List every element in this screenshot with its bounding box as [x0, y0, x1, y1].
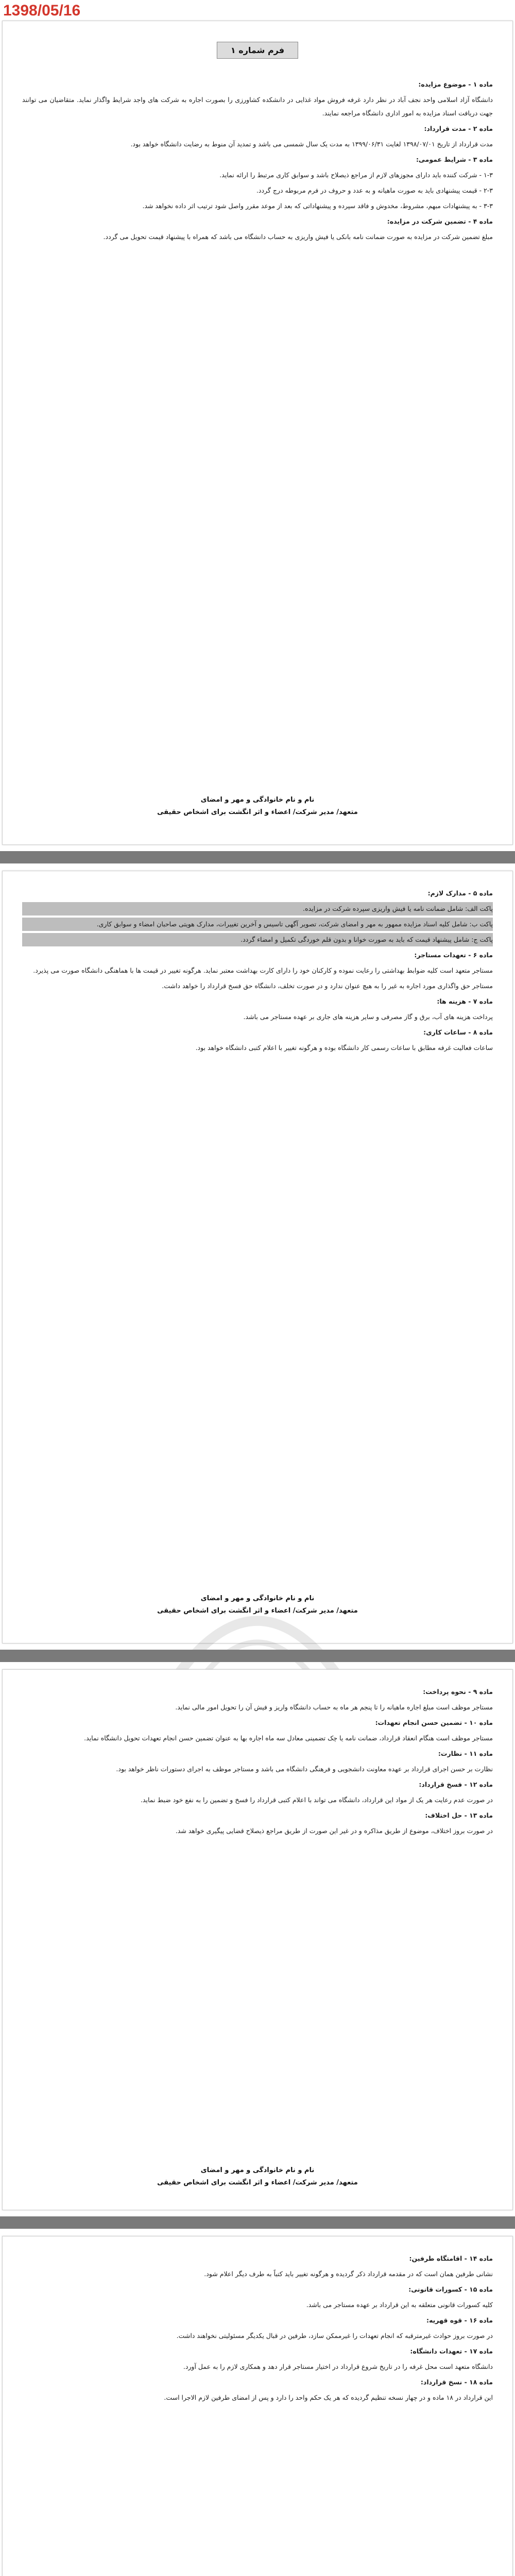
article-heading: ماده ۹ - نحوه پرداخت:: [423, 1688, 493, 1696]
signature-block: [3, 2164, 512, 2189]
page-3-body: [22, 1685, 493, 1840]
article-text: دانشگاه متعهد است محل غرفه را در تاریخ شروع قرارداد در اختیار مستاجر قرار دهد و همکاری لازم را به عمل آورد.: [183, 2363, 493, 2370]
article-text: در صورت عدم رعایت هر یک از مواد این قرارداد، دانشگاه می تواند با اعلام کتبی قرارداد را فسخ و تضمین را به نفع خود ضبط نماید.: [140, 1796, 493, 1804]
document-date-stamp: 1398/05/16: [3, 2, 81, 19]
highlighted-text: پاکت ب: شامل کلیه اسناد مزایده ممهور به مهر و امضای شرکت، تصویر آگهی تاسیس و آخرین تغییرات، مدارک هویتی صاحبان امضاء و سوابق کاری.: [22, 918, 493, 931]
article-heading: ماده ۱۴ - اقامتگاه طرفین:: [409, 2255, 493, 2262]
article-text: نشانی طرفین همان است که در مقدمه قرارداد ذکر گردیده و هرگونه تغییر باید کتباً به طرف دیگر اعلام شود.: [204, 2270, 493, 2278]
document-page-3: [2, 1669, 513, 2210]
article-heading: ماده ۱۷ - تعهدات دانشگاه:: [410, 2347, 493, 2355]
article-text: مبلغ تضمین شرکت در مزایده به صورت ضمانت نامه بانکی یا فیش واریزی به حساب دانشگاه می باشد که همراه با پیشنهاد قیمت تحویل می گردد.: [103, 233, 493, 241]
article-text: کلیه کسورات قانونی متعلقه به این قرارداد بر عهده مستاجر می باشد.: [306, 2301, 493, 2309]
article-text: مدت قرارداد از تاریخ ۱۳۹۸/۰۷/۰۱ لغایت ۱۳۹۹/۰۶/۳۱ به مدت یک سال شمسی می باشد و تمدید آن منوط به رضایت دانشگاه خواهد بود.: [130, 140, 493, 148]
article-heading: ماده ۱۵ - کسورات قانونی:: [408, 2285, 493, 2293]
document-page-1: [2, 21, 513, 845]
article-text: پرداخت هزینه های آب، برق و گاز مصرفی و سایر هزینه های جاری بر عهده مستاجر می باشد.: [243, 1013, 493, 1021]
article-text: این قرارداد در ۱۸ ماده و در چهار نسخه تنظیم گردیده که هر یک حکم واحد را دارد و پس از امضای طرفین لازم الاجرا است.: [164, 2394, 493, 2401]
page-divider: [0, 1650, 515, 1662]
article-heading: ماده ۱۶ - قوه قهریه:: [426, 2316, 493, 2324]
signature-block: [3, 794, 512, 819]
signature-line: متعهد/ مدیر شرکت/ اعضاء و اثر انگشت برای اشخاص حقیقی: [157, 1607, 358, 1615]
article-heading: ماده ۱۳ - حل اختلاف:: [425, 1811, 493, 1819]
document-page-4: [2, 2236, 513, 2576]
form-title: فرم شماره ۱: [217, 42, 298, 59]
signature-line: متعهد/ مدیر شرکت/ اعضاء و اثر انگشت برای اشخاص حقیقی: [157, 2179, 358, 2187]
article-heading: ماده ۴ - تضمین شرکت در مزایده:: [387, 217, 493, 225]
article-text: مستاجر موظف است مبلغ اجاره ماهیانه را تا پنجم هر ماه به حساب دانشگاه واریز و فیش آن را تحویل امور مالی نماید.: [175, 1703, 493, 1711]
article-text: دانشگاه آزاد اسلامی واحد نجف آباد در نظر دارد غرفه فروش مواد غذایی در دانشکده کشاورزی را بصورت اجاره به شرکت های واجد شرایط واگذار نماید. متقاضیان می توانند جهت دریافت اسناد مزایده به امور اداری دانشگاه مراجعه نمایند.: [22, 96, 493, 117]
article-text: ۳-۳ - به پیشنهادات مبهم، مشروط، مخدوش و فاقد سپرده و پیشنهاداتی که بعد از موعد مقرر واصل شود ترتیب اثر داده نخواهد شد.: [142, 202, 493, 210]
article-heading: ماده ۱۲ - فسخ قرارداد:: [419, 1781, 493, 1788]
article-heading: ماده ۲ - مدت قرارداد:: [424, 125, 493, 132]
signature-line: متعهد/ مدیر شرکت/ اعضاء و اثر انگشت برای اشخاص حقیقی: [157, 808, 358, 816]
signature-line: نام و نام خانوادگی و مهر و امضای: [200, 2166, 315, 2174]
article-heading: ماده ۵ - مدارک لازم:: [427, 889, 493, 897]
signature-line: نام و نام خانوادگی و مهر و امضای: [200, 1595, 315, 1602]
article-heading: ماده ۱۰ - تضمین حسن انجام تعهدات:: [375, 1719, 493, 1726]
highlighted-text: پاکت الف: شامل ضمانت نامه یا فیش واریزی سپرده شرکت در مزایده.: [22, 902, 493, 916]
article-text: ساعات فعالیت غرفه مطابق با ساعات رسمی کار دانشگاه بوده و هرگونه تغییر با اعلام کتبی دانشگاه خواهد بود.: [195, 1044, 493, 1052]
article-text: مستاجر موظف است هنگام انعقاد قرارداد، ضمانت نامه یا چک تضمینی معادل سه ماه اجاره بها به عنوان تضمین حسن انجام تعهدات تحویل دانشگاه نماید.: [84, 1734, 493, 1742]
article-heading: ماده ۱۸ - نسخ قرارداد:: [420, 2378, 493, 2386]
article-heading: ماده ۶ - تعهدات مستاجر:: [414, 951, 493, 959]
article-text: مستاجر حق واگذاری مورد اجاره به غیر را به هیچ عنوان ندارد و در صورت تخلف، دانشگاه حق فسخ قرارداد را خواهد داشت.: [162, 982, 493, 990]
article-text: در صورت بروز حوادث غیرمترقبه که انجام تعهدات را غیرممکن سازد، طرفین در قبال یکدیگر مسئولیتی نخواهند داشت.: [176, 2332, 493, 2340]
highlighted-text: پاکت ج: شامل پیشنهاد قیمت که باید به صورت خوانا و بدون قلم خوردگی تکمیل و امضاء گردد.: [22, 933, 493, 946]
article-heading: ماده ۱۱ - نظارت:: [438, 1750, 493, 1757]
page-divider: [0, 851, 515, 863]
article-text: ۱-۳ - شرکت کننده باید دارای مجوزهای لازم از مراجع ذیصلاح باشد و سوابق کاری مرتبط را ارائه نماید.: [219, 171, 493, 179]
article-heading: ماده ۷ - هزینه ها:: [437, 997, 493, 1005]
article-text: نظارت بر حسن اجرای قرارداد بر عهده معاونت دانشجویی و فرهنگی دانشگاه می باشد و مستاجر موظف به اجرای دستورات ناظر خواهد بود.: [116, 1765, 493, 1773]
article-text: ۲-۳ - قیمت پیشنهادی باید به صورت ماهیانه و به عدد و حروف در فرم مربوطه درج گردد.: [256, 187, 493, 194]
page-2-body: [22, 887, 493, 1057]
page-divider: [0, 2216, 515, 2229]
article-text: مستاجر متعهد است کلیه ضوابط بهداشتی را رعایت نموده و کارکنان خود را دارای کارت بهداشت معتبر نماید. هرگونه تغییر در قیمت ها با هماهنگی دانشگاه صورت می پذیرد.: [33, 967, 493, 974]
page-4-body: [22, 2252, 493, 2406]
article-heading: ماده ۳ - شرایط عمومی:: [416, 156, 493, 163]
article-heading: ماده ۱ - موضوع مزایده:: [418, 80, 493, 88]
article-heading: ماده ۸ - ساعات کاری:: [423, 1028, 493, 1036]
signature-line: نام و نام خانوادگی و مهر و امضای: [200, 796, 315, 804]
page-1-body: [22, 78, 493, 246]
article-text: در صورت بروز اختلاف، موضوع از طریق مذاکره و در غیر این صورت از طریق مراجع ذیصلاح قضایی پیگیری خواهد شد.: [175, 1827, 493, 1835]
